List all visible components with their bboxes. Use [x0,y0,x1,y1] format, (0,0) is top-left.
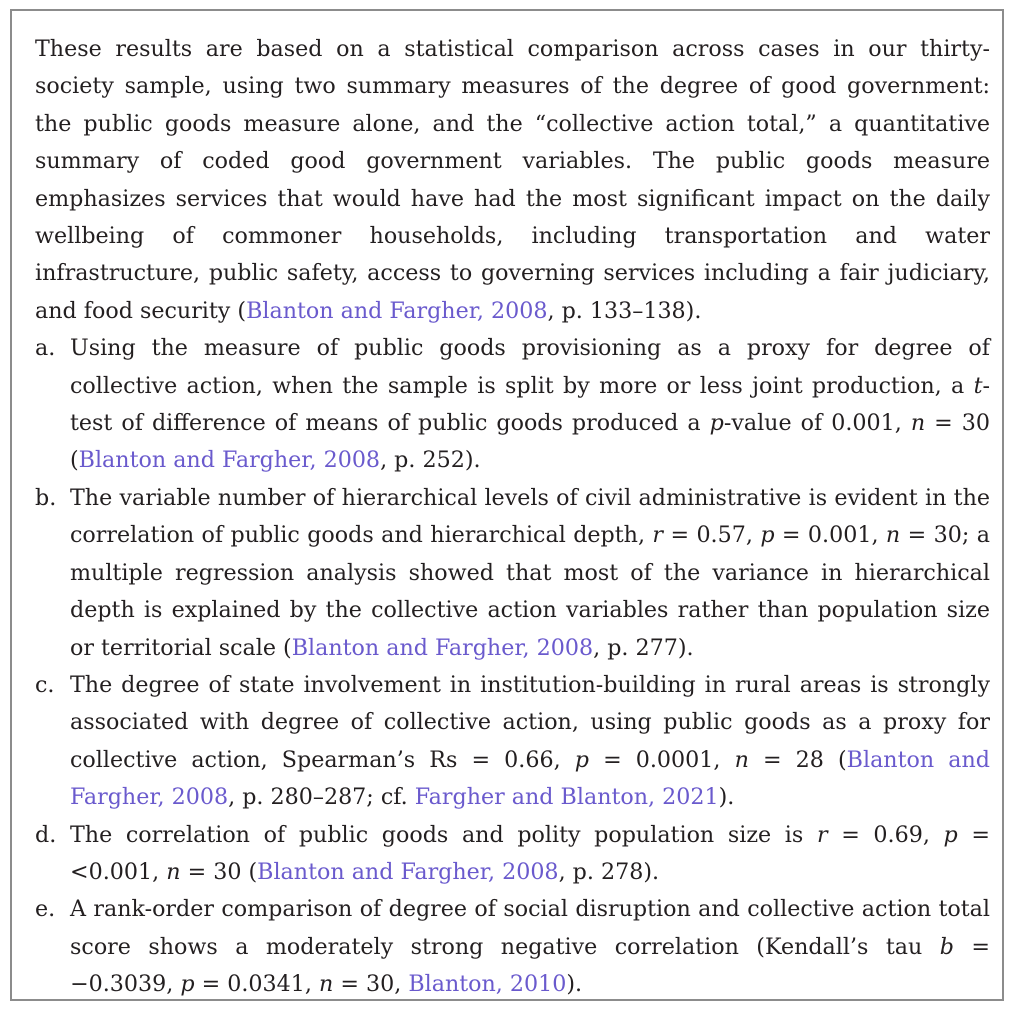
item-text: = 0.0341, [194,971,319,998]
item-text: , p. 277). [593,634,694,661]
item-text: The degree of state involvement in institution-building in rural areas is strongly associated with degree of collective action, using public goods as a proxy for collective action, Spearman’s Rs = 0.66, [70,671,990,773]
item-text: = 0.0001, [588,746,735,773]
item-label: e. [35,896,56,923]
citation-link[interactable]: Blanton and Fargher, 2008 [78,447,381,474]
item-text: ). [566,971,583,998]
variable-p: p [574,746,589,773]
list-item-b [35,480,990,667]
variable-r: r [652,522,664,549]
citation-link[interactable]: Blanton and Fargher, 2008 [291,634,594,661]
item-text: = 30; a multiple regression analysis showed that most of the variance in hierarchical depth is explained by the collective action variables rather than population size or territorial scale ( [70,522,990,661]
variable-p: p [943,821,958,848]
item-text: = <0.001, [70,821,990,885]
variable-n: n [734,746,749,773]
text-box [10,9,1004,1001]
variable-t: t [973,372,983,399]
citation-link[interactable]: Blanton and Fargher, 2008 [246,297,548,324]
item-label: a. [35,335,56,362]
list-item-c [35,667,990,817]
item-text: -test of difference of means of public goods produced a [70,372,990,437]
variable-p: p [180,971,195,998]
item-text: , p. 278). [558,858,660,885]
intro-paragraph [35,31,990,330]
citation-link[interactable]: Blanton, 2010 [408,971,567,998]
intro-text: These results are based on a statistical comparison across cases in our thirty-society sample, using two summary measures of the degree of good government: the public goods measure alone, and the “collective action total,” a quantitative summary of coded good government variables. The public goods measure emphasizes services that would have had the most significant impact on the daily wellbeing of commoner households, including transportation and water infrastructure, public safety, access to governing services including a fair judiciary, and food security ( [35,36,990,324]
box-content [35,31,990,1004]
item-text: = 0.001, [774,522,886,549]
variable-p: p [709,410,724,437]
item-label: c. [35,671,55,698]
item-text: = 28 ( [748,746,847,773]
item-text: = 0.69, [827,821,944,848]
item-text: The variable number of hierarchical levels of civil administrative is evident in the correlation of public goods and hierarchical depth, [70,484,990,549]
variable-n: n [885,522,901,549]
item-label: d. [35,821,57,848]
item-text: = −0.3039, [70,933,990,998]
item-text: A rank-order comparison of degree of social disruption and collective action total score shows a moderately strong negative correlation (Kendall’s tau [70,896,990,960]
item-label: b. [35,484,57,511]
item-text: = 0.57, [663,522,761,549]
list-item-d [35,817,990,892]
item-text: = 30, [333,971,409,998]
intro-tail: , p. 133–138). [547,297,702,324]
variable-r: r [816,821,828,848]
item-text: , p. 252). [380,447,481,474]
item-text: The correlation of public goods and polity population size is [70,821,817,848]
variable-b: b [939,933,954,960]
list-item-a [35,330,990,480]
variable-p: p [760,522,775,549]
item-text: = 30 ( [180,858,258,885]
variable-n: n [166,858,181,885]
citation-link[interactable]: Fargher and Blanton, 2021 [414,784,719,811]
variable-n: n [910,410,926,437]
citation-link[interactable]: Blanton and Fargher, 2008 [70,746,990,811]
item-text: = 30 ( [70,410,990,474]
variable-n: n [318,971,334,998]
list-item-e [35,891,990,1003]
item-text: Using the measure of public goods provisioning as a proxy for degree of collective action, when the sample is split by more or less joint production, a [70,335,990,399]
item-text: ). [718,784,735,811]
citation-link[interactable]: Blanton and Fargher, 2008 [257,858,559,885]
item-text: -value of 0.001, [723,410,911,437]
item-text: , p. 280–287; cf. [228,784,415,811]
